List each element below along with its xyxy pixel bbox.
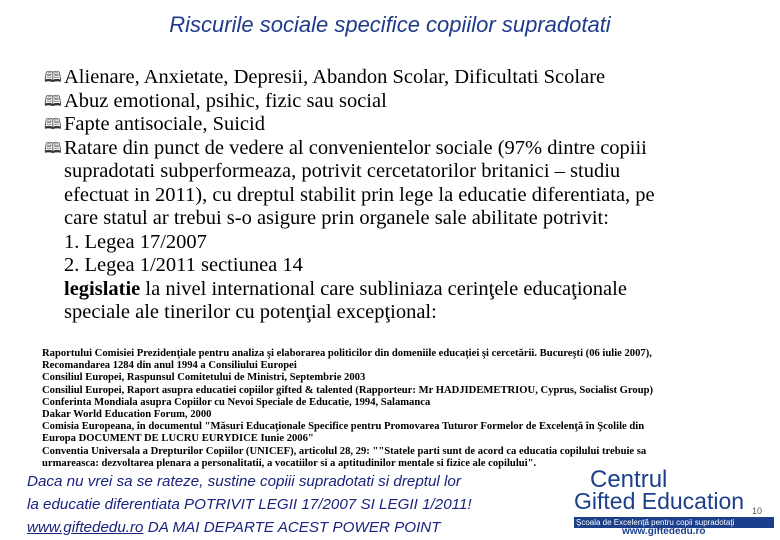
- bullet-text: Abuz emotional, psihic, fizic sau social: [64, 89, 387, 112]
- logo-line1: Centrul: [590, 466, 668, 493]
- footer-line: Daca nu vrei sa se rateze, sustine copiii supradotati si dreptul lor: [27, 473, 461, 490]
- bullet-item: [44, 137, 769, 161]
- logo-line2: Gifted Education: [574, 488, 745, 514]
- bullet-item: [44, 113, 769, 137]
- logo-tagline: Şcoala de Excelenţă pentru copii supradotaţi: [574, 517, 774, 528]
- law-item: 2. Legea 1/2011 sectiunea 14: [64, 254, 303, 276]
- page-number: 10: [752, 506, 763, 516]
- reference-item: Comisia Europeana, în documentul "Măsuri Educaţionale Specifice pentru Promovarea Tuturor Formelor de Excelenţă în Şcolile din: [42, 421, 645, 433]
- legislation-line: [44, 278, 769, 302]
- slide-title: Riscurile sociale specifice copiilor supradotati: [169, 12, 611, 37]
- reference-item: Raportului Comisiei Prezidenţiale pentru analiza şi elaborarea politicilor din domeniile educaţiei şi cercetării. Bucureşti (06 iulie 2007),: [42, 348, 652, 359]
- logo-url: www.giftededu.ro: [622, 526, 706, 537]
- reference-item: Dakar World Education Forum, 2000: [42, 409, 212, 421]
- reference-item: Consiliul Europei, Raport asupra educatiei copiilor gifted & talented (Rapporteur: Mr HADJIDEMETRIOU, Cyprus, Socialist Group): [42, 384, 654, 396]
- bullet-item: [44, 66, 769, 90]
- bullet-text: Alienare, Anxietate, Depresii, Abandon Scolar, Dificultati Scolare: [64, 66, 606, 88]
- bullet-text: Fapte antisociale, Suicid: [64, 113, 265, 135]
- reference-list: [42, 348, 742, 470]
- reference-item: Conferinta Mondiala asupra Copiilor cu Nevoi Speciale de Educatie, 1994, Salamanca: [42, 396, 431, 408]
- reference-item: Europa DOCUMENT DE LUCRU EURYDICE Iunie 2006": [42, 433, 314, 445]
- website-link[interactable]: www.giftededu.ro: [27, 519, 144, 536]
- footer-line: [27, 516, 472, 539]
- gifted-education-logo: [574, 466, 774, 536]
- footer-callout: [27, 470, 472, 539]
- bullet-continuation: supradotati subperformeaza, potrivit cercetatorilor britanici – studiu: [64, 160, 621, 182]
- reference-item: Recomandarea 1284 din anul 1994 a Consiliului Europei: [42, 360, 297, 372]
- bullet-item: [44, 90, 769, 114]
- reference-item: urmareasca: dezvoltarea plenara a personalitatii, a vocatiilor si a aptitudinilor mentale si fizice ale copilului".: [42, 457, 537, 469]
- bullet-continuation: care statul ar trebui s-o asigure prin organele sale abilitate potrivit:: [64, 207, 609, 229]
- law-item: 1. Legea 17/2007: [64, 230, 207, 253]
- book-icon: 🕮: [44, 140, 62, 157]
- footer-line: la educatie diferentiata POTRIVIT LEGII 17/2007 SI LEGII 1/2011!: [27, 496, 472, 513]
- bullet-continuation: efectuat in 2011), cu dreptul stabilit prin lege la educatie diferentiata, pe: [64, 183, 655, 206]
- legislation-text: la nivel international care subliniaza cerinţele educaţionale: [140, 277, 627, 300]
- reference-item: Consiliul Europei, Raspunsul Comitetului de Ministri, Septembrie 2003: [42, 372, 366, 384]
- book-icon: 🕮: [44, 117, 62, 133]
- legislation-line: speciale ale tinerilor cu potenţial excepţional:: [64, 301, 437, 323]
- book-icon: 🕮: [44, 93, 62, 110]
- footer-line-text: DA MAI DEPARTE ACEST POWER POINT: [143, 519, 441, 536]
- bullet-text: Ratare din punct de vedere al convenientelor sociale (97% dintre copiii: [64, 136, 647, 159]
- legislation-bold: legislatie: [64, 277, 141, 300]
- bullet-list: [44, 66, 769, 325]
- book-icon: 🕮: [44, 70, 62, 86]
- reference-item: Conventia Universala a Drepturilor Copiilor (UNICEF), articolul 28, 29: ""Statele parti sunt de acord ca educatia copilului trebuie sa: [42, 445, 647, 457]
